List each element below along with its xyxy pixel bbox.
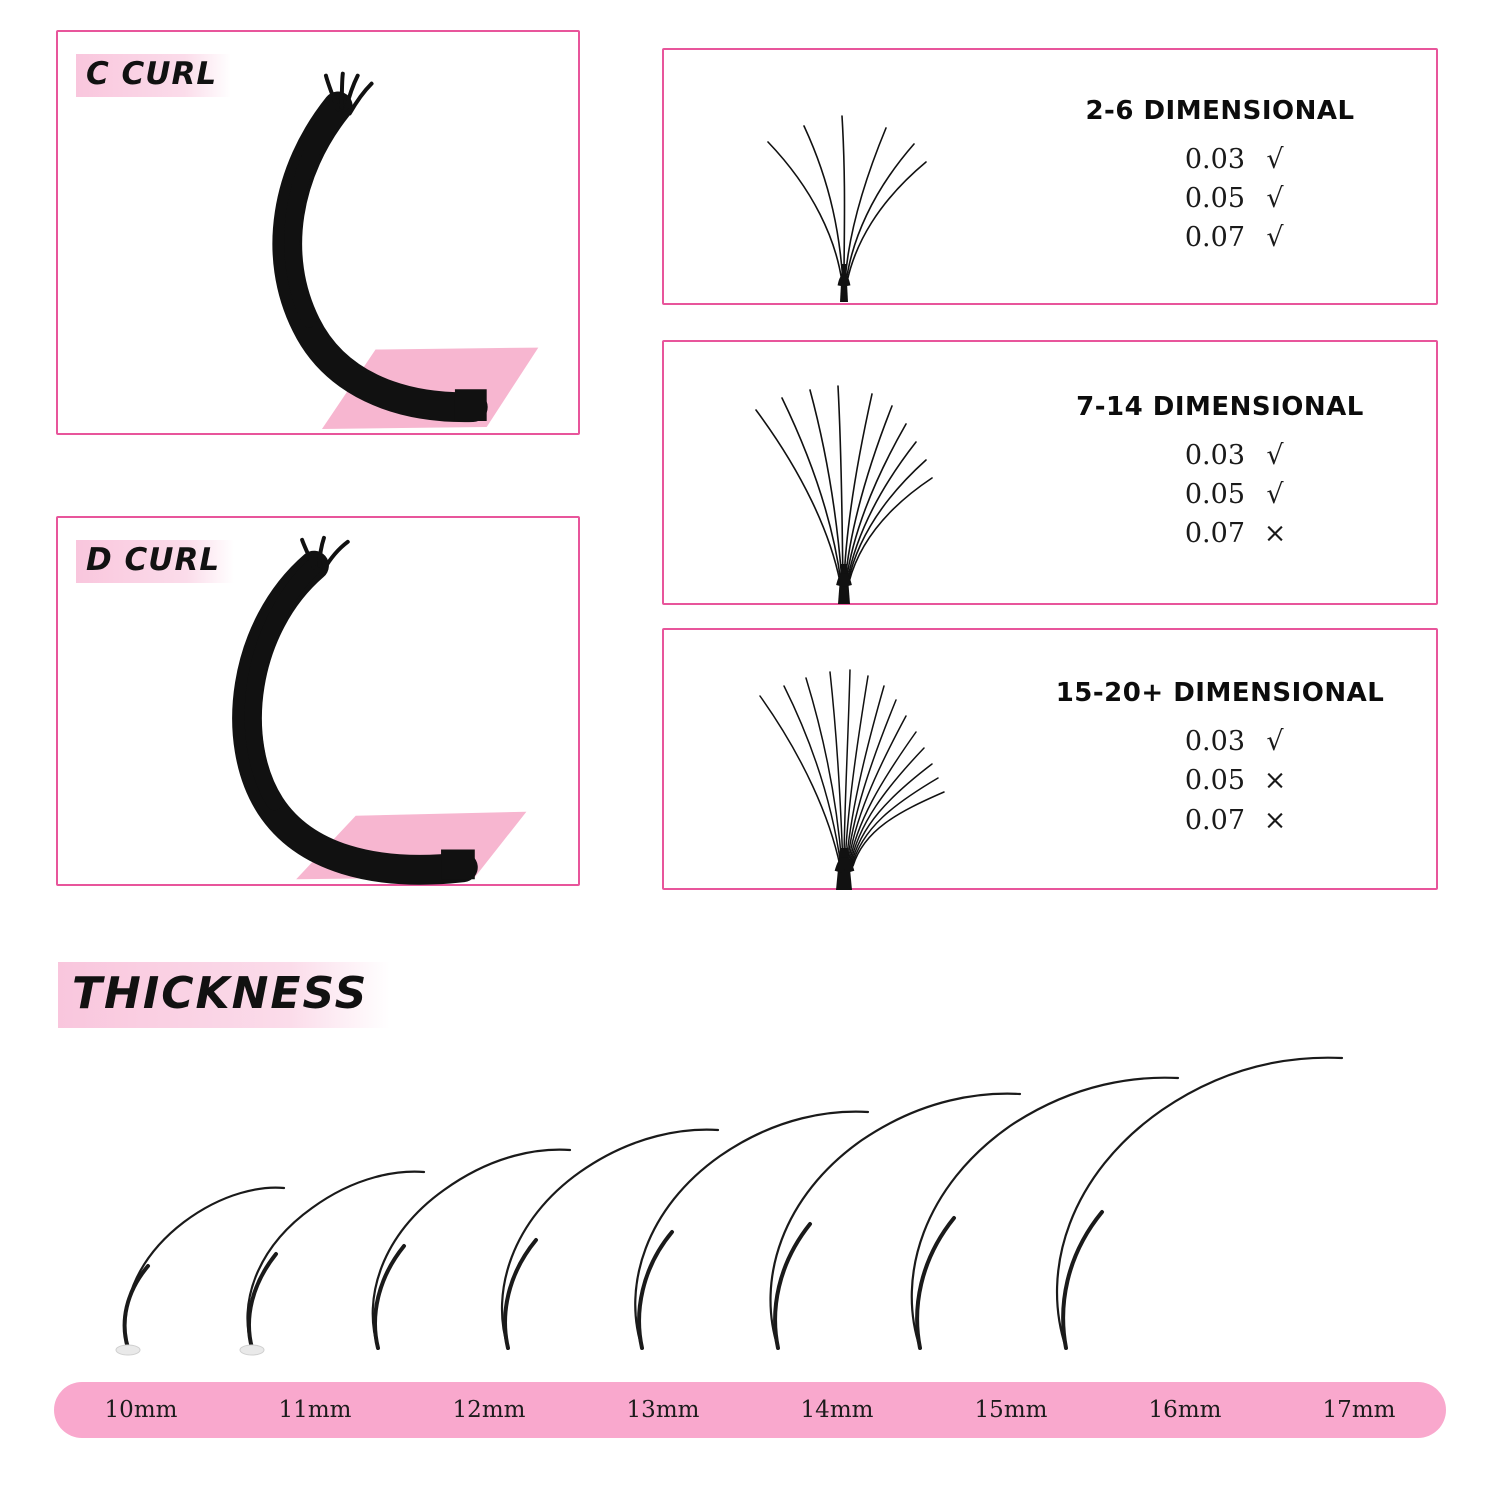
curl-panel-c bbox=[56, 30, 580, 435]
curl-label-d: D CURL bbox=[76, 540, 234, 583]
thickness-value: 0.05 bbox=[1184, 765, 1245, 797]
curl-panel-d bbox=[56, 516, 580, 886]
availability-mark: √ bbox=[1266, 726, 1284, 758]
c-curl-illustration bbox=[58, 32, 578, 434]
d-curl-illustration bbox=[58, 518, 578, 885]
dimensional-row bbox=[1135, 722, 1305, 761]
availability-mark: √ bbox=[1266, 182, 1284, 214]
dimensional-text-7-14 bbox=[1024, 392, 1436, 553]
dimensional-panel-2-6 bbox=[662, 48, 1438, 305]
dimensional-row bbox=[1135, 218, 1305, 257]
fan-illustration-2-6 bbox=[664, 50, 1024, 303]
scale-item-11mm: 11mm bbox=[278, 1397, 352, 1423]
thickness-value: 0.03 bbox=[1184, 726, 1245, 758]
thickness-value: 0.03 bbox=[1184, 439, 1245, 471]
thickness-section-label: THICKNESS bbox=[58, 962, 390, 1028]
availability-mark: √ bbox=[1266, 439, 1284, 471]
dimensional-panel-7-14 bbox=[662, 340, 1438, 605]
dimensional-text-2-6 bbox=[1024, 96, 1436, 257]
thickness-value: 0.05 bbox=[1184, 478, 1245, 510]
scale-item-13mm: 13mm bbox=[626, 1397, 700, 1423]
fan-illustration-7-14 bbox=[664, 342, 1024, 603]
availability-mark: √ bbox=[1266, 222, 1284, 254]
dimensional-rows bbox=[1135, 436, 1305, 553]
dimensional-row bbox=[1135, 761, 1305, 800]
availability-mark: × bbox=[1263, 518, 1287, 550]
dimensional-row bbox=[1135, 801, 1305, 840]
dimensional-rows bbox=[1135, 722, 1305, 839]
availability-mark: × bbox=[1263, 804, 1287, 836]
scale-item-14mm: 14mm bbox=[800, 1397, 874, 1423]
scale-item-12mm: 12mm bbox=[452, 1397, 526, 1423]
scale-item-17mm: 17mm bbox=[1322, 1397, 1396, 1423]
dimensional-text-15-20 bbox=[1024, 678, 1436, 839]
availability-mark: √ bbox=[1266, 143, 1284, 175]
length-scale-bar bbox=[54, 1382, 1446, 1438]
dimensional-row bbox=[1135, 436, 1305, 475]
lash-length-illustrations bbox=[56, 1010, 1446, 1360]
thickness-value: 0.07 bbox=[1184, 222, 1245, 254]
thickness-value: 0.07 bbox=[1184, 804, 1245, 836]
curl-label-c: C CURL bbox=[76, 54, 231, 97]
scale-item-10mm: 10mm bbox=[104, 1397, 178, 1423]
availability-mark: × bbox=[1263, 765, 1287, 797]
scale-item-15mm: 15mm bbox=[974, 1397, 1048, 1423]
dimensional-title: 2-6 DIMENSIONAL bbox=[1085, 95, 1355, 126]
thickness-value: 0.03 bbox=[1184, 143, 1245, 175]
thickness-value: 0.07 bbox=[1184, 518, 1245, 550]
dimensional-panel-15-20 bbox=[662, 628, 1438, 890]
dimensional-title: 7-14 DIMENSIONAL bbox=[1076, 391, 1364, 422]
dimensional-row bbox=[1135, 475, 1305, 514]
dimensional-row bbox=[1135, 514, 1305, 553]
availability-mark: √ bbox=[1266, 478, 1284, 510]
fan-illustration-15-20 bbox=[664, 630, 1024, 888]
dimensional-rows bbox=[1135, 140, 1305, 257]
dimensional-row bbox=[1135, 179, 1305, 218]
dimensional-row bbox=[1135, 140, 1305, 179]
scale-item-16mm: 16mm bbox=[1148, 1397, 1222, 1423]
dimensional-title: 15-20+ DIMENSIONAL bbox=[1055, 678, 1385, 709]
thickness-value: 0.05 bbox=[1184, 182, 1245, 214]
